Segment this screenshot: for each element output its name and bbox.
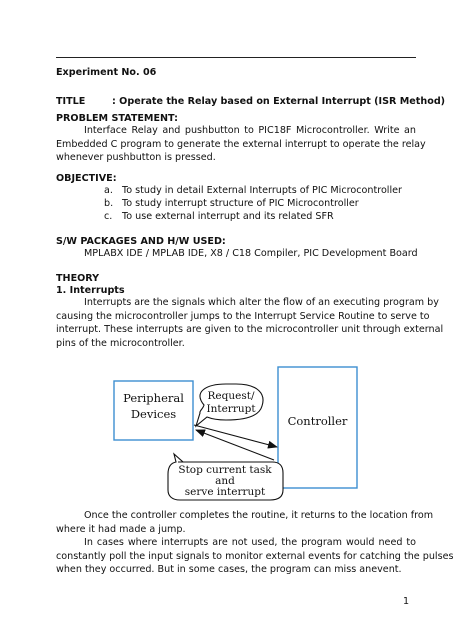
serve-label: serve interrupt <box>184 486 266 498</box>
devices-label: Devices <box>130 407 177 421</box>
packages-text: MPLABX IDE / MPLAB IDE, X8 / C18 Compiler, PIC Development Board <box>84 248 418 259</box>
request-arrow <box>194 425 277 447</box>
objective-item: To use external interrupt and its related SFR <box>122 211 334 222</box>
theory-paragraph-2 <box>56 509 434 536</box>
paragraph-line: when they occurred. But in some cases, the program can miss anevent. <box>56 564 402 576</box>
packages-heading: S/W PACKAGES AND H/W USED: <box>56 236 226 247</box>
request-label: Request/ <box>207 390 255 402</box>
objective-marker: c. <box>104 211 113 222</box>
stop-label: Stop current task <box>178 464 272 476</box>
title-label: TITLE <box>56 96 86 107</box>
problem-line: Interface Relay and pushbutton to PIC18F Microcontroller. Write an <box>84 125 416 136</box>
title-text: : Operate the Relay based on External Interrupt (ISR Method) <box>112 96 446 107</box>
interrupt-label: Interrupt <box>206 403 256 415</box>
theory-paragraph-3 <box>56 536 454 577</box>
objective-item: To study interrupt structure of PIC Microcontroller <box>122 198 359 209</box>
paragraph-line: where it had made a jump. <box>56 523 186 535</box>
theory-heading: THEORY <box>56 273 100 284</box>
problem-line: Embedded C program to generate the external interrupt to operate the relay <box>56 138 426 150</box>
peripheral-label: Peripheral <box>123 391 184 405</box>
paragraph-line: pins of the microcontroller. <box>56 337 185 349</box>
controller-label: Controller <box>287 414 348 428</box>
paragraph-line: Once the controller completes the routine, it returns to the location from <box>84 510 434 521</box>
paragraph-line: constantly poll the input signals to monitor external events for catching the pulses <box>56 550 454 562</box>
paragraph-line: causing the microcontroller jumps to the Interrupt Service Routine to serve to <box>56 310 430 322</box>
and-label: and <box>215 475 235 487</box>
problem-line: whenever pushbutton is pressed. <box>56 152 216 164</box>
problem-heading: PROBLEM STATEMENT: <box>56 113 178 124</box>
objective-heading: OBJECTIVE: <box>56 173 117 184</box>
objective-item: To study in detail External Interrupts of PIC Microcontroller <box>122 185 402 196</box>
paragraph-line: interrupt. These interrupts are given to the microcontroller unit through external <box>56 324 444 336</box>
interrupts-subheading: 1. Interrupts <box>56 285 125 296</box>
return-arrow <box>196 430 274 460</box>
experiment-number: Experiment No. 06 <box>56 67 157 78</box>
page-number: 1 <box>403 596 410 607</box>
paragraph-line: Interrupts are the signals which alter the flow of an executing program by <box>84 297 439 308</box>
objective-marker: a. <box>104 185 113 196</box>
paragraph-line: In cases where interrupts are not used, the program would need to <box>84 537 416 548</box>
objective-marker: b. <box>104 198 114 209</box>
